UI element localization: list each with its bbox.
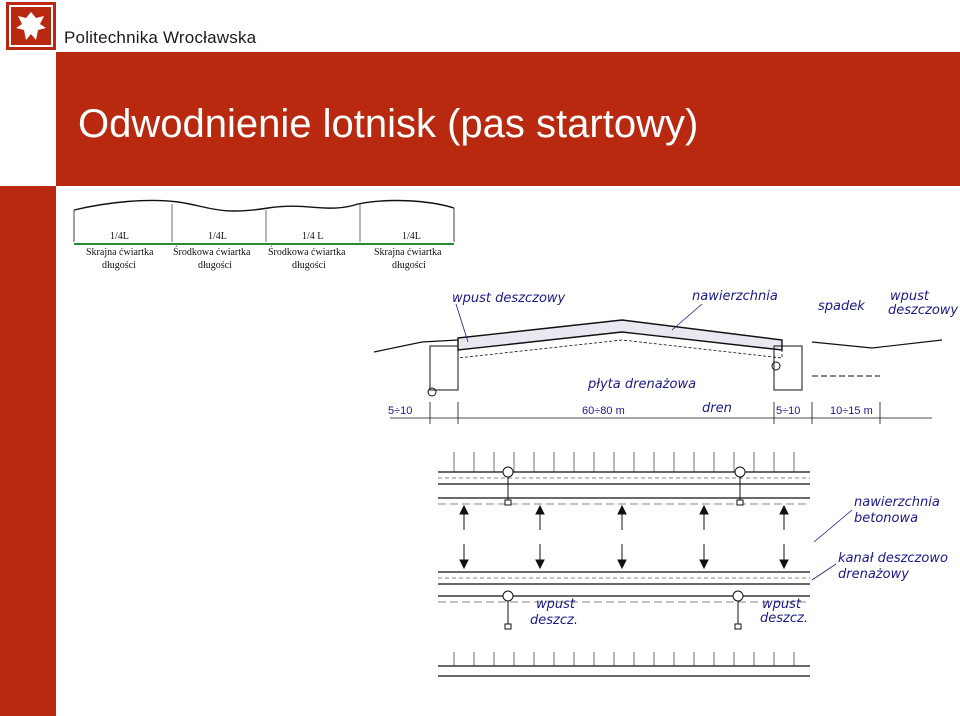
label-channel-1: kanał deszczowo [838,551,948,566]
dim-right-inner: 5÷10 [776,405,801,417]
university-logo [6,2,56,50]
label-concrete-2: betonowa [854,511,919,526]
dim-right-outer: 10÷15 m [830,405,873,417]
segment-fraction: 1/4L [110,231,129,242]
plan-inlet-marker [503,591,513,601]
segment-sub: długości [198,260,232,271]
segment-name: Środkowa ćwiartka [268,247,346,258]
label-channel-2: drenażowy [838,567,909,582]
segment-name: Skrajna ćwiartka [374,247,442,258]
label-inlet-1-line1: wpust [536,597,575,612]
eagle-emblem-icon [6,2,56,50]
university-name: Politechnika Wrocławska [64,28,257,47]
ground-line-right [812,340,942,348]
label-surface: nawierzchnia [692,289,778,304]
label-inlet-right-1: wpust [890,289,929,304]
segment-fraction: 1/4 L [302,231,324,242]
segment-fraction: 1/4L [402,231,421,242]
plan-inlet-marker [503,467,513,477]
label-inlet-right-2: deszczowy [888,303,959,318]
label-drainage-slab: płyta drenażowa [588,377,697,392]
segment-sub: długości [102,260,136,271]
segment-sub: długości [392,260,426,271]
segment-fraction: 1/4L [208,231,227,242]
title-band [56,52,960,186]
runway-plan-figure [434,444,954,684]
label-inlet-1-line2: deszcz. [530,613,578,628]
slide-title: Odwodnienie lotnisk (pas startowy) [78,102,699,146]
pavement-layer [458,320,782,350]
label-inlet-left: wpust deszczowy [452,291,566,306]
label-concrete-1: nawierzchnia [854,495,940,510]
segment-name: Środkowa ćwiartka [173,247,251,258]
profile-curve [74,200,454,211]
plan-inlet-marker [733,591,743,601]
label-drain: dren [702,401,732,416]
label-slope: spadek [818,299,865,314]
runway-cross-section-figure [372,284,959,434]
flow-arrows [460,506,788,568]
left-inlet-well [430,346,458,390]
right-inlet-well [774,346,802,390]
dim-left: 5÷10 [388,405,413,417]
label-inlet-2-line2: deszcz. [760,611,808,626]
label-inlet-2-line1: wpust [762,597,801,612]
left-accent-bar [0,186,56,716]
dim-center: 60÷80 m [582,405,625,417]
segment-sub: długości [292,260,326,271]
right-drain-pipe [772,362,780,370]
segment-name: Skrajna ćwiartka [86,247,154,258]
left-drain-pipe [428,388,436,396]
runway-profile-figure [68,192,460,276]
plan-inlet-marker [735,467,745,477]
